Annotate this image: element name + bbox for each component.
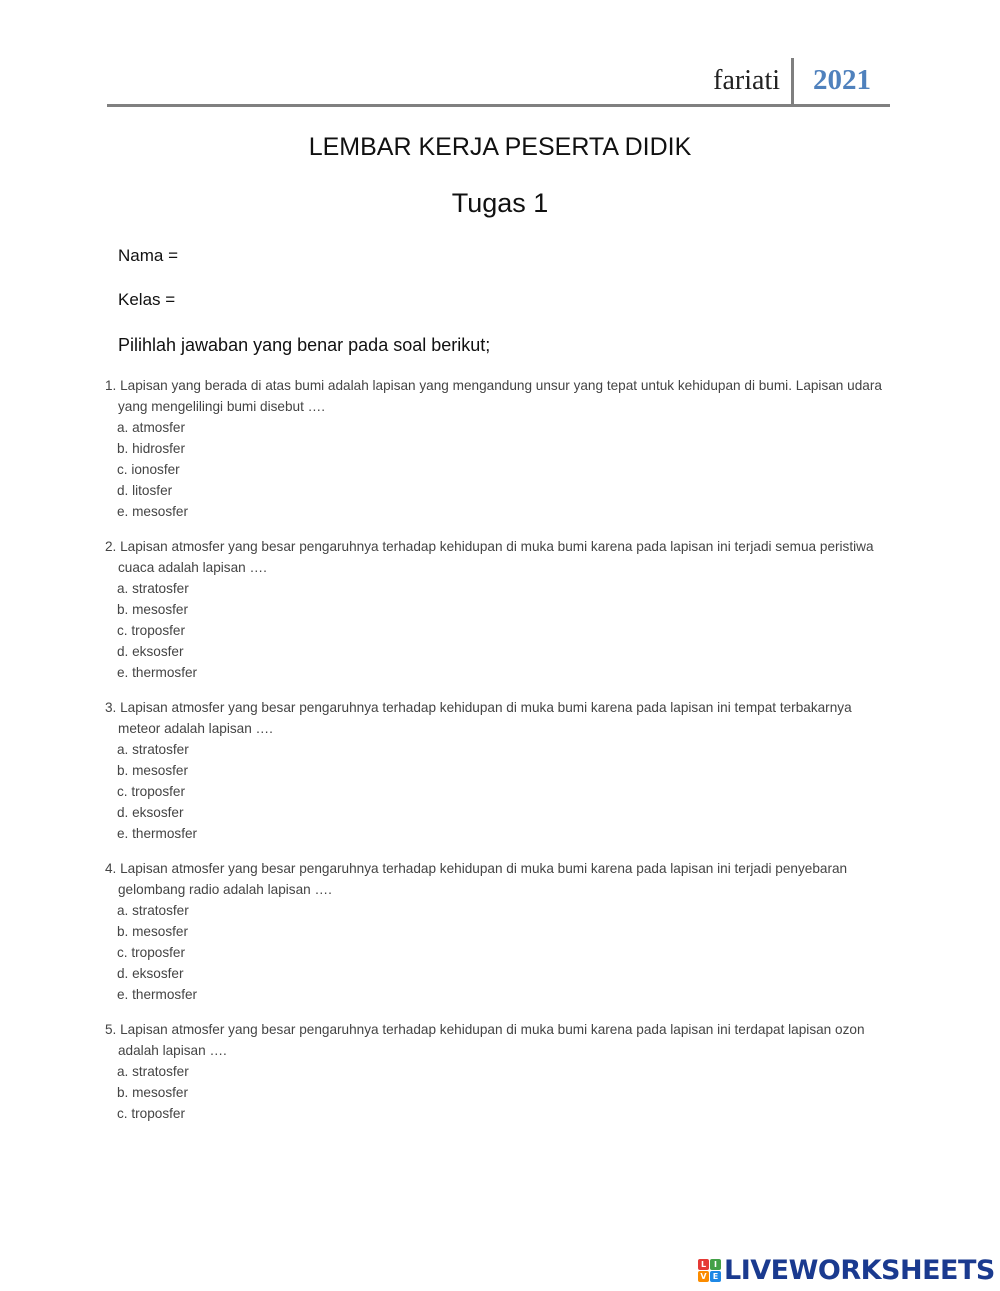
answer-option[interactable]: a. stratosfer xyxy=(117,903,189,918)
liveworksheets-logo xyxy=(698,1255,995,1285)
answer-option[interactable]: a. stratosfer xyxy=(117,742,189,757)
answer-option[interactable]: e. thermosfer xyxy=(117,665,198,680)
worksheet-title: LEMBAR KERJA PESERTA DIDIK xyxy=(308,133,692,161)
answer-option[interactable]: d. litosfer xyxy=(117,483,173,498)
answer-option[interactable]: b. mesosfer xyxy=(117,763,189,778)
answer-option[interactable]: d. eksosfer xyxy=(117,966,184,981)
answer-option[interactable]: e. mesosfer xyxy=(117,504,189,519)
header-year: 2021 xyxy=(813,64,871,96)
answer-option[interactable]: a. atmosfer xyxy=(117,420,185,435)
logo-text: LIVEWORKSHEETS xyxy=(724,1254,995,1286)
question-text: 1. Lapisan yang berada di atas bumi adalah lapisan yang mengandung unsur yang tepat untuk kehidupan di bumi. Lapisan udara yang mengelilingi bumi disebut …. xyxy=(105,378,882,414)
question-text: 3. Lapisan atmosfer yang besar pengaruhnya terhadap kehidupan di muka bumi karena pada lapisan ini tempat terbakarnya meteor adalah lapisan …. xyxy=(105,700,852,736)
question-text: 2. Lapisan atmosfer yang besar pengaruhnya terhadap kehidupan di muka bumi karena pada lapisan ini terjadi semua peristiwa cuaca adalah lapisan …. xyxy=(105,539,874,575)
header-separator xyxy=(791,58,794,106)
answer-option[interactable]: b. hidrosfer xyxy=(117,441,186,456)
question-item xyxy=(105,697,895,844)
worksheet-subtitle: Tugas 1 xyxy=(451,188,549,218)
answer-option[interactable]: c. troposfer xyxy=(117,1106,185,1121)
question-item xyxy=(105,375,895,522)
name-field-label: Nama = xyxy=(118,246,178,265)
answer-option[interactable]: d. eksosfer xyxy=(117,805,184,820)
answer-option[interactable]: e. thermosfer xyxy=(117,987,198,1002)
question-item xyxy=(105,858,895,1005)
question-item xyxy=(105,1019,895,1124)
logo-mark-letter: E xyxy=(710,1271,721,1282)
answer-option[interactable]: e. thermosfer xyxy=(117,826,198,841)
header-rule xyxy=(107,104,890,107)
answer-option[interactable]: c. ionosfer xyxy=(117,462,180,477)
question-item xyxy=(105,536,895,683)
logo-mark-letter: L xyxy=(698,1259,709,1270)
class-field-label: Kelas = xyxy=(118,290,176,309)
answer-option[interactable]: a. stratosfer xyxy=(117,581,189,596)
answer-option[interactable]: a. stratosfer xyxy=(117,1064,189,1079)
question-list xyxy=(105,375,895,1138)
answer-option[interactable]: b. mesosfer xyxy=(117,602,189,617)
logo-mark-letter: I xyxy=(710,1259,721,1270)
question-text: 4. Lapisan atmosfer yang besar pengaruhnya terhadap kehidupan di muka bumi karena pada lapisan ini terjadi penyebaran gelombang radio adalah lapisan …. xyxy=(105,861,848,897)
answer-option[interactable]: b. mesosfer xyxy=(117,1085,189,1100)
page-header xyxy=(107,55,890,107)
answer-option[interactable]: c. troposfer xyxy=(117,623,185,638)
answer-option[interactable]: b. mesosfer xyxy=(117,924,189,939)
answer-option[interactable]: c. troposfer xyxy=(117,784,185,799)
answer-option[interactable]: c. troposfer xyxy=(117,945,185,960)
answer-option[interactable]: d. eksosfer xyxy=(117,644,184,659)
header-author: fariati xyxy=(713,65,780,96)
logo-mark-letter: V xyxy=(698,1271,709,1282)
instruction-text: Pilihlah jawaban yang benar pada soal berikut; xyxy=(118,335,491,355)
logo-mark-icon xyxy=(698,1259,721,1282)
question-text: 5. Lapisan atmosfer yang besar pengaruhnya terhadap kehidupan di muka bumi karena pada lapisan ini terdapat lapisan ozon adalah lapisan …. xyxy=(105,1022,865,1058)
